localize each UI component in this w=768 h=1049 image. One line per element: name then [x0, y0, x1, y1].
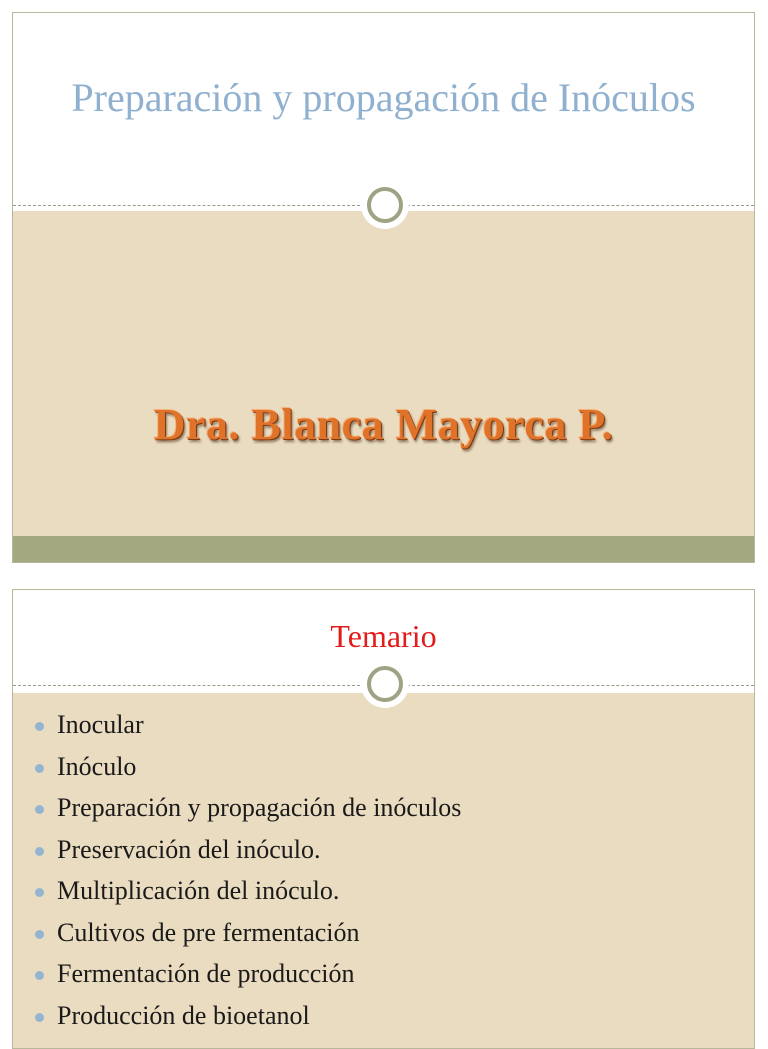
slide-title: Temario [330, 618, 437, 654]
list-item [31, 874, 461, 916]
title-slide [12, 12, 755, 563]
divider-ring-icon [361, 660, 409, 708]
bullet-icon [35, 764, 44, 773]
list-item [31, 708, 461, 750]
title-area [13, 13, 754, 205]
footer-band [13, 536, 754, 562]
agenda-list [31, 708, 461, 1040]
bullet-icon [35, 1013, 44, 1022]
list-item [31, 957, 461, 999]
list-item-label: Producción de bioetanol [57, 1000, 310, 1030]
list-item-label: Preservación del inóculo. [57, 834, 321, 864]
author-name: Dra. Blanca Mayorca P. [153, 400, 614, 449]
list-item [31, 833, 461, 875]
divider-ring-icon [361, 181, 409, 229]
list-item-label: Preparación y propagación de inóculos [57, 793, 462, 822]
list-item-label: Inóculo [57, 751, 137, 781]
bullet-icon [35, 888, 44, 897]
bullet-icon [35, 722, 44, 731]
bullet-icon [35, 847, 44, 856]
list-item [31, 916, 461, 958]
list-item-label: Fermentación de producción [57, 959, 355, 988]
list-item [31, 999, 461, 1041]
agenda-slide [12, 589, 755, 1049]
list-item-label: Cultivos de pre fermentación [57, 917, 360, 947]
slide-title: Preparación y propagación de Inóculos [71, 75, 696, 120]
list-item [31, 791, 461, 833]
list-item-label: Multiplicación del inóculo. [57, 876, 340, 905]
list-item-label: Inocular [57, 710, 144, 739]
bullet-icon [35, 930, 44, 939]
bullet-icon [35, 805, 44, 814]
content-area [13, 211, 754, 562]
list-item [31, 750, 461, 792]
bullet-icon [35, 971, 44, 980]
